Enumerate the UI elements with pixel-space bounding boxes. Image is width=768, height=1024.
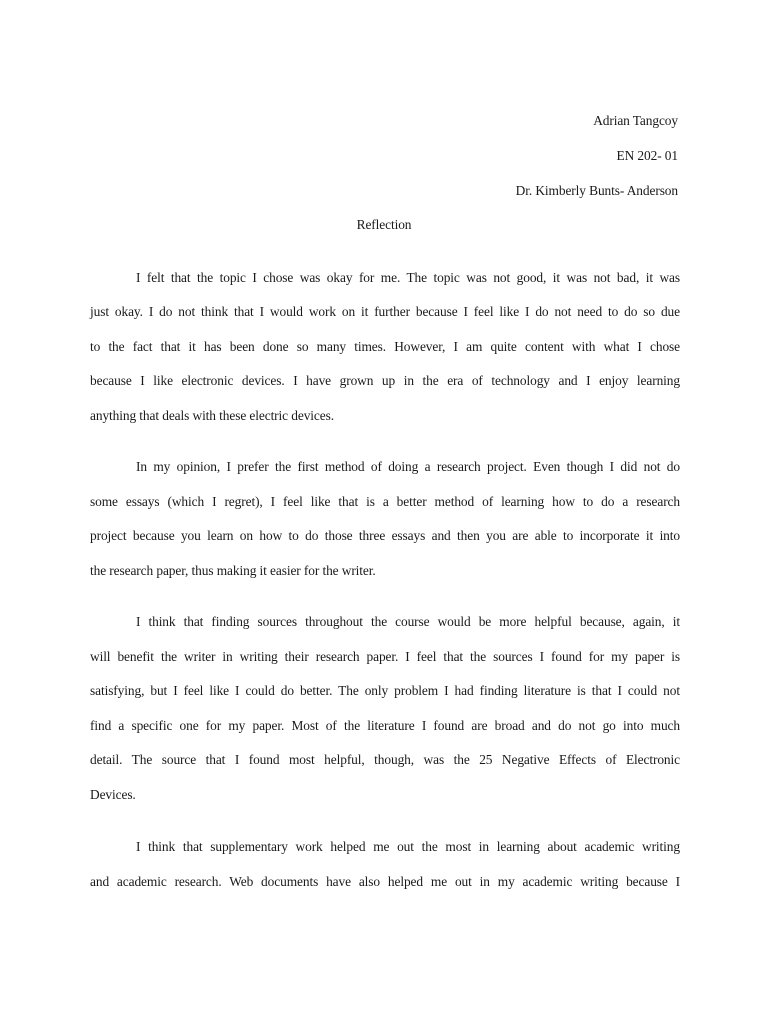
course-code: EN 202- 01 bbox=[616, 148, 678, 163]
paragraph-line: I felt that the topic I chose was okay for me. The topic was not good, it was not bad, it was bbox=[136, 270, 680, 285]
paragraph-line: just okay. I do not think that I would work on it further because I feel like I do not need to do so due bbox=[90, 304, 680, 319]
paragraph-line: anything that deals with these electric devices. bbox=[90, 408, 334, 423]
paragraph-line: project because you learn on how to do those three essays and then you are able to incorporate it into bbox=[90, 528, 680, 543]
paragraph-line: detail. The source that I found most helpful, though, was the 25 Negative Effects of Electronic bbox=[90, 752, 680, 767]
paragraph-line: I think that supplementary work helped me out the most in learning about academic writing bbox=[136, 839, 680, 854]
author-name: Adrian Tangcoy bbox=[593, 113, 678, 128]
paragraph-line: because I like electronic devices. I have grown up in the era of technology and I enjoy learning bbox=[90, 373, 680, 388]
paragraph-line: In my opinion, I prefer the first method of doing a research project. Even though I did not do bbox=[136, 459, 680, 474]
paragraph-line: some essays (which I regret), I feel like that is a better method of learning how to do a research bbox=[90, 494, 680, 509]
paragraph-line: to the fact that it has been done so many times. However, I am quite content with what I chose bbox=[90, 339, 680, 354]
paragraph-line: find a specific one for my paper. Most of the literature I found are broad and do not go into much bbox=[90, 718, 680, 733]
paragraph-line: I think that finding sources throughout the course would be more helpful because, again, it bbox=[136, 614, 680, 629]
document-title: Reflection bbox=[356, 217, 412, 232]
paragraph-line: and academic research. Web documents have also helped me out in my academic writing because I bbox=[90, 874, 680, 889]
paragraph-line: will benefit the writer in writing their research paper. I feel that the sources I found for my paper is bbox=[90, 649, 680, 664]
instructor-name: Dr. Kimberly Bunts- Anderson bbox=[515, 183, 678, 198]
paragraph-line: Devices. bbox=[90, 787, 136, 802]
paragraph-line: the research paper, thus making it easier for the writer. bbox=[90, 563, 376, 578]
paragraph-line: satisfying, but I feel like I could do better. The only problem I had finding literature is that I could not bbox=[90, 683, 680, 698]
